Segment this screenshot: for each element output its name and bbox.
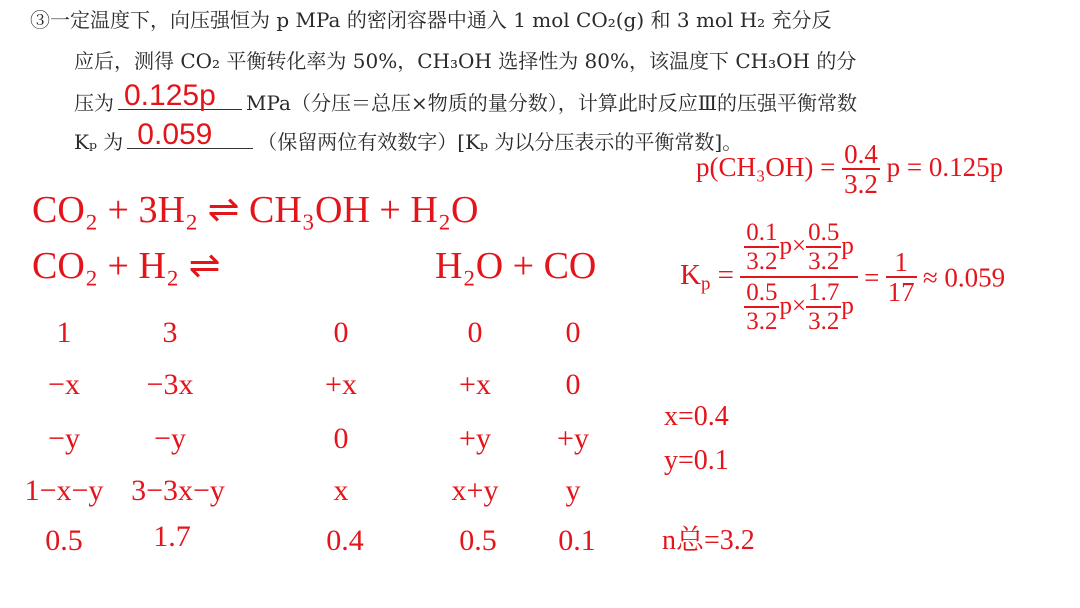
ice-cell: 3 [162,316,178,349]
ice-cell: 1 [56,316,72,349]
ice-cell: 3−3x−y [131,474,225,507]
problem-line-1: ③一定温度下，向压强恒为 p MPa 的密闭容器中通入 1 mol CO₂(g) 和 3 mol H₂ 充分反 [30,8,832,32]
ice-cell: −x [48,368,80,401]
ice-cell: 0 [333,316,349,349]
kp-formula [680,220,1005,336]
reaction-2-products: H₂O + CO [435,245,597,287]
kp-subscript: p [700,274,711,296]
fraction-denominator: 3.2 [808,308,840,335]
answer-blank-2 [127,118,253,151]
fraction-numerator: 0.5 [806,220,841,248]
result-y: y=0.1 [664,445,729,476]
kp-times: p× [779,232,807,260]
problem-statement [0,0,1080,160]
fraction-denominator: 3.2 [746,248,778,276]
fraction-denominator: 3.2 [808,248,840,276]
handwritten-answer-partial-pressure: 0.125p [124,79,216,112]
ice-cell: 0.5 [459,524,497,557]
fraction-numerator: 0.1 [744,220,779,248]
kp-denominator [740,278,858,336]
kp-letter: K [680,259,701,292]
ice-cell: 0 [565,316,581,349]
result-x: x=0.4 [664,401,729,432]
kp-den-frac-2 [806,280,841,336]
result-n-total: n总=3.2 [662,525,755,556]
problem-line-3-suffix: MPa（分压＝总压×物质的量分数），计算此时反应Ⅲ的压强平衡常数 [246,91,858,115]
kp-num-frac-1 [744,220,779,276]
fraction-denominator: 3.2 [844,169,878,200]
kp-p: p [841,232,854,260]
kp-symbol: Kp = [680,259,734,296]
ice-cell: −y [154,422,186,455]
problem-line-2: 应后，测得 CO₂ 平衡转化率为 50%，CH₃OH 选择性为 80%，该温度下 CH₃OH 的分 [74,49,857,73]
partial-pressure-formula [696,140,1003,200]
kp-p: p [841,292,854,320]
partial-pressure-rhs: p = 0.125p [886,152,1004,183]
fraction-numerator: 1.7 [806,280,841,308]
ice-cell: 1.7 [153,520,191,553]
ice-cell: 0 [467,316,483,349]
problem-line-4 [74,118,743,155]
ice-cell: 1−x−y [24,474,104,507]
ice-cell: −3x [146,368,194,401]
ice-cell: 0 [565,368,581,401]
fraction-numerator: 1 [886,248,917,278]
fraction-numerator: 0.4 [844,139,878,169]
ice-cell: +x [325,368,357,401]
problem-line-4-suffix: （保留两位有效数字）[Kₚ 为以分压表示的平衡常数]。 [257,130,743,154]
ice-cell: +y [459,422,491,455]
reaction-2: CO₂ + H₂ ⇌ [32,245,221,287]
kp-approx-value: ≈ 0.059 [922,262,1006,293]
kp-times: p× [779,292,807,320]
problem-line-3-prefix: 压为 [74,91,114,115]
problem-line-4-prefix: Kₚ 为 [74,130,124,154]
partial-pressure-lhs: p(CH₃OH) = [696,152,836,183]
kp-den-frac-1 [744,280,779,336]
ice-cell: x+y [451,474,499,507]
ice-cell: −y [48,422,80,455]
reaction-1: CO₂ + 3H₂ ⇌ CH₃OH + H₂O [32,189,479,231]
ice-cell: 0 [333,422,349,455]
kp-numerator [740,220,858,278]
ice-cell: 0.4 [326,524,364,557]
kp-result-fraction [886,248,917,308]
ice-cell: 0.1 [558,524,596,557]
ice-cell: y [565,474,581,507]
kp-equals: = [864,262,880,293]
kp-num-frac-2 [806,220,841,276]
fraction-numerator: 0.5 [744,280,779,308]
ice-cell: +x [459,368,491,401]
problem-line-3 [74,79,858,116]
ice-cell: 0.5 [45,524,83,557]
ice-cell: +y [557,422,589,455]
fraction-denominator: 17 [887,277,915,308]
kp-main-fraction [740,220,858,336]
partial-pressure-fraction [842,140,880,200]
fraction-denominator: 3.2 [746,308,778,335]
handwritten-answer-kp: 0.059 [137,118,213,151]
answer-blank-1 [118,79,242,112]
ice-cell: x [333,474,349,507]
